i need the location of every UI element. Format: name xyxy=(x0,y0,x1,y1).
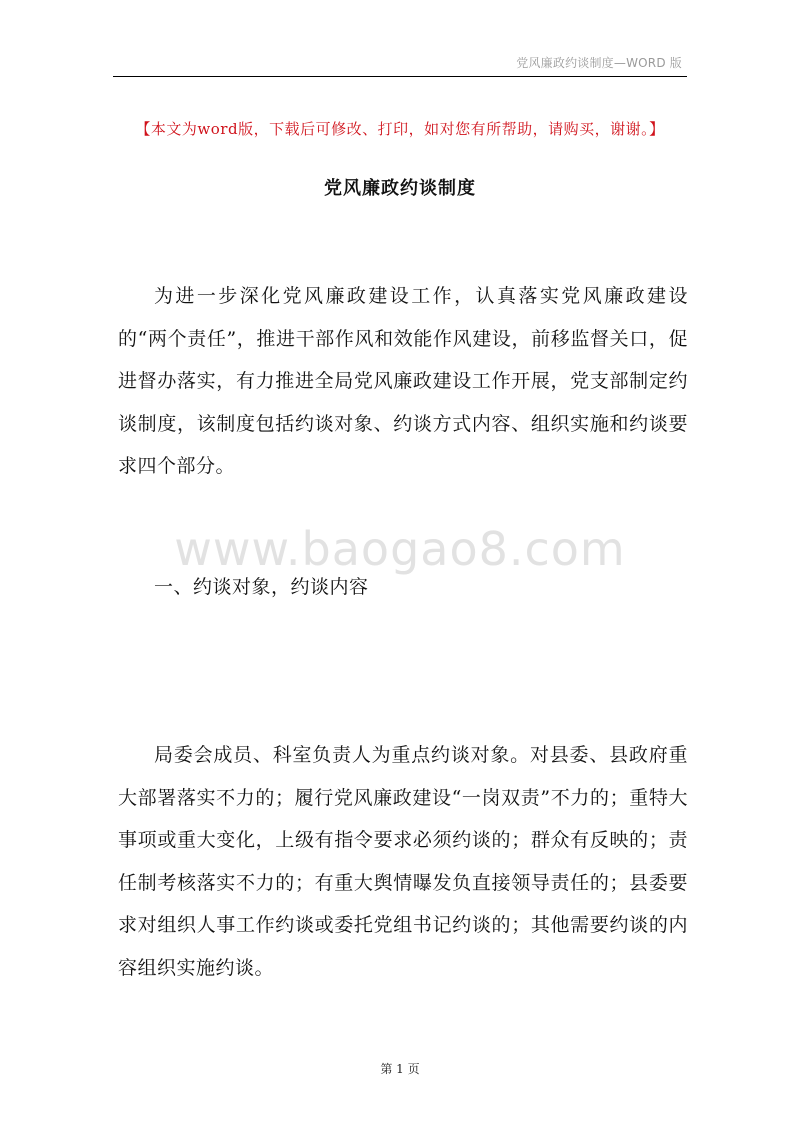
section-paragraph: 局委会成员、科室负责人为重点约谈对象。对县委、县政府重大部署落实不力的；履行党风廉政建设“一岗双责”不力的；重特大事项或重大变化，上级有指令要求必须约谈的；群众有反映的；责任制考核落实不力的；有重大舆情曝发负直接领导责任的；县委要求对组织人事工作约谈或委托党组书记约谈的；其他需要约谈的内容组织实施约谈。 xyxy=(118,744,688,979)
document-title: 党风廉政约谈制度 xyxy=(324,178,476,199)
section-heading: 一、约谈对象，约谈内容 xyxy=(154,576,369,598)
site-watermark: www.baogao8.com xyxy=(174,522,626,576)
header-divider xyxy=(113,76,687,77)
intro-paragraph: 为进一步深化党风廉政建设工作，认真落实党风廉政建设的“两个责任”，推进干部作风和效能作风建设，前移监督关口，促进督办落实，有力推进全局党风廉政建设工作开展，党支部制定约谈制度，该制度包括约谈对象、约谈方式内容、组织实施和约谈要求四个部分。 xyxy=(118,285,688,477)
purchase-notice: 【本文为word版，下载后可修改、打印，如对您有所帮助，请购买，谢谢。】 xyxy=(135,120,665,138)
running-header: 党风廉政约谈制度—WORD 版 xyxy=(516,56,682,70)
page-number: 第 1 页 xyxy=(380,1062,420,1076)
